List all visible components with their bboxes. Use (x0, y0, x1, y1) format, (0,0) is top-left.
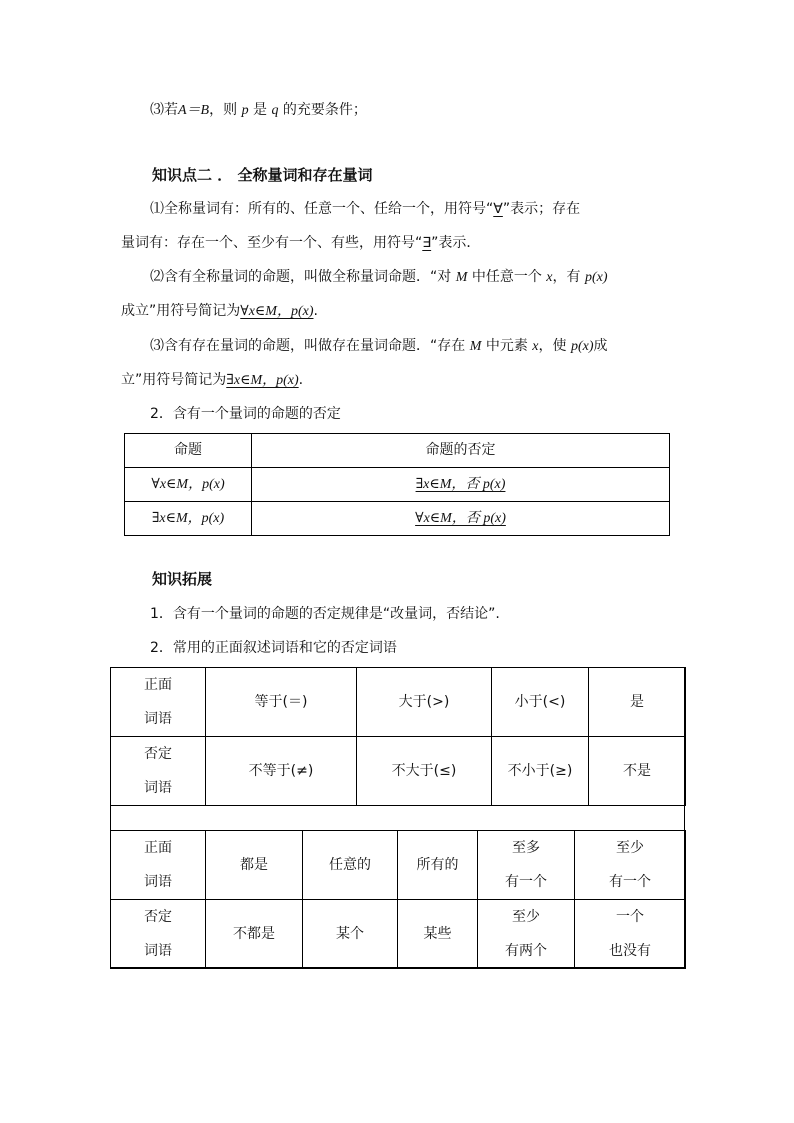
text: ”表示；存在 (502, 201, 581, 217)
text: 词语 (144, 711, 172, 727)
text: ，则 (209, 102, 242, 118)
word-table-a (110, 667, 686, 806)
text: ⑶含有存在量词的命题，叫做存在量词命题．“存在 (150, 338, 470, 354)
text: 至少 (616, 840, 644, 856)
text: 立”用符号简记为 (121, 372, 227, 388)
text: . (313, 303, 318, 319)
table-cell: 某些 (398, 900, 478, 969)
forall-symbol: ∀ (493, 201, 503, 217)
item1-line1 (150, 199, 580, 219)
item3-line1 (150, 336, 608, 357)
negation-table (124, 433, 670, 536)
table-cell (478, 900, 575, 969)
text: 词语 (144, 874, 172, 890)
word-table-b (110, 830, 686, 969)
negation-formula: ∃x∈M，否 p(x) (415, 477, 506, 492)
table-cell: 不大于(≤) (357, 737, 492, 806)
forall-formula: ∀x∈M，p(x) (240, 304, 314, 319)
table-row (111, 737, 686, 806)
item2-line1 (150, 267, 608, 288)
table-cell: 等于(＝) (206, 668, 357, 737)
table-cell: 不等于(≠) (206, 737, 357, 806)
negation-subtitle: 2．含有一个量词的命题的否定 (150, 406, 341, 422)
table-cell (575, 831, 686, 900)
row-label (111, 668, 206, 737)
table-cell: 是 (589, 668, 686, 737)
text: 是 (248, 102, 272, 118)
math-text: x (546, 270, 553, 285)
text: 否定 (144, 746, 172, 762)
item1-line2 (121, 233, 480, 253)
table-cell: 不是 (589, 737, 686, 806)
section-heading: 知识点二 ． 全称量词和存在量词 (152, 166, 373, 184)
item2-line2 (121, 301, 318, 322)
math-text: M (469, 339, 482, 354)
text: 有两个 (505, 943, 547, 959)
para3-condition (150, 100, 367, 121)
exists-symbol: ∃ (422, 235, 432, 251)
table-cell (252, 502, 670, 536)
math-text: p(x) (570, 339, 594, 354)
text: 词语 (144, 780, 172, 796)
table-cell: 不小于(≥) (492, 737, 589, 806)
text: ⑵含有全称量词的命题，叫做全称量词命题．“对 (150, 269, 456, 285)
text: 成立”用符号简记为 (121, 303, 241, 319)
table-header: 命题 (125, 434, 252, 468)
text: 的充要条件； (278, 102, 367, 118)
text: 否定 (144, 909, 172, 925)
text: 成 (593, 338, 608, 354)
table-cell (478, 831, 575, 900)
math-text: q (271, 103, 279, 118)
table-row (125, 468, 670, 502)
table-cell: 小于(<) (492, 668, 589, 737)
text: ⑶若 (150, 102, 178, 118)
text: 有一个 (609, 874, 651, 890)
table-cell: 任意的 (303, 831, 398, 900)
text: ⑴全称量词有：所有的、任意一个、任给一个，用符号“ (150, 201, 494, 217)
extension-item1: 1．含有一个量词的命题的否定规律是“改量词，否结论”. (150, 606, 500, 622)
text: 有一个 (505, 874, 547, 890)
text: ，有 (552, 269, 585, 285)
text: 也没有 (609, 943, 651, 959)
math-text: x (532, 339, 539, 354)
text: 一个 (616, 909, 644, 925)
text: 至多 (512, 840, 540, 856)
table-row (125, 434, 670, 468)
row-label (111, 831, 206, 900)
text: ，使 (538, 338, 571, 354)
table-row (125, 502, 670, 536)
table-cell (252, 468, 670, 502)
text: 至少 (512, 909, 540, 925)
item3-line2 (121, 370, 303, 391)
table-cell: 都是 (206, 831, 303, 900)
table-cell: 大于(>) (357, 668, 492, 737)
table-cell (575, 900, 686, 969)
table-cell: ∀x∈M，p(x) (125, 468, 252, 502)
text: ”表示． (431, 235, 481, 251)
table-row (111, 831, 686, 900)
text: 量词有：存在一个、至少有一个、有些，用符号“ (121, 235, 423, 251)
table-row (111, 668, 686, 737)
row-label (111, 737, 206, 806)
text: . (298, 372, 304, 388)
row-label (111, 900, 206, 969)
exists-formula: ∃x∈M，p(x) (226, 373, 299, 388)
text: 中任意一个 (467, 269, 547, 285)
text: 中元素 (481, 338, 533, 354)
table-row (111, 900, 686, 969)
table-cell: 某个 (303, 900, 398, 969)
table-cell: 不都是 (206, 900, 303, 969)
negation-formula: ∀x∈M，否 p(x) (415, 511, 506, 526)
text: 正面 (144, 840, 172, 856)
math-text: A＝B (178, 103, 210, 118)
table-cell: ∃x∈M，p(x) (125, 502, 252, 536)
extension-heading: 知识拓展 (152, 570, 213, 588)
text: 词语 (144, 943, 172, 959)
text: 正面 (144, 677, 172, 693)
table-cell: 所有的 (398, 831, 478, 900)
math-text: p (241, 103, 249, 118)
extension-item2: 2．常用的正面叙述词语和它的否定词语 (150, 640, 397, 656)
table-header: 命题的否定 (252, 434, 670, 468)
math-text: M (455, 270, 468, 285)
math-text: p(x) (584, 270, 608, 285)
word-table-wrapper (110, 667, 685, 968)
